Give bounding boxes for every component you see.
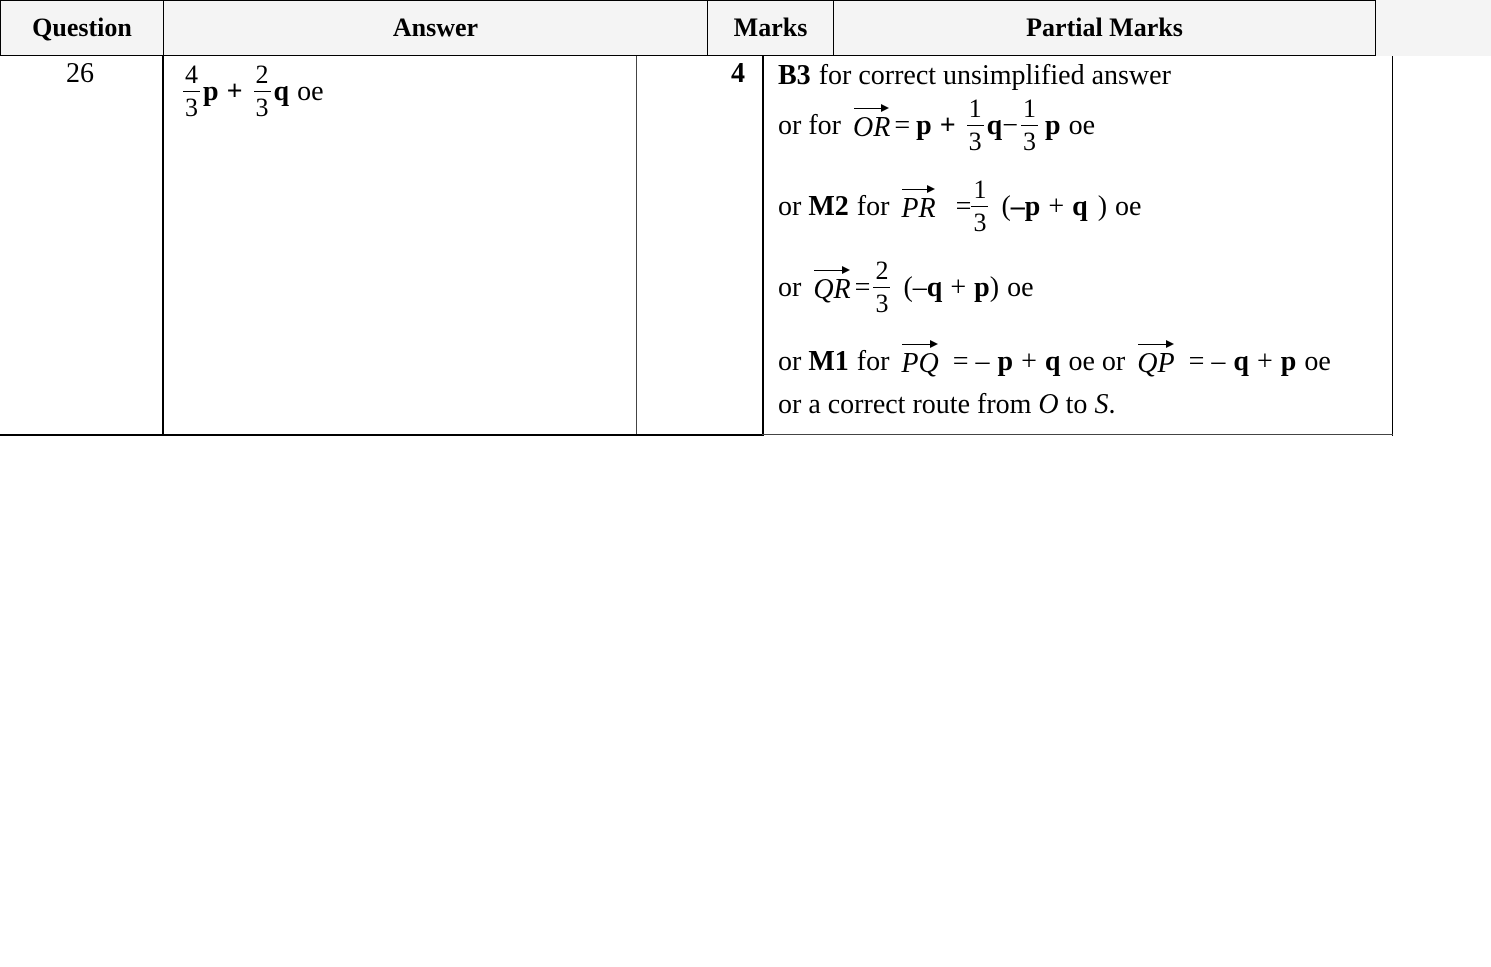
partial-line-4-oe: oe [1007,271,1034,303]
partial-line-5-q1: q [1044,346,1061,377]
row-bottom-border-right [762,434,1393,435]
partial-line-2-oe: oe [1068,109,1096,141]
vector-qp: QP [1137,344,1174,380]
header-marks: Marks [707,0,834,56]
vector-pr: PR [901,189,935,225]
partial-line-5-plus1: + [1021,346,1037,377]
partial-line-5-eq1: = – [952,346,990,377]
vector-pq: PQ [901,344,938,380]
partial-line-2-fraction-1 [967,96,984,155]
partial-line-4-fraction-den: 3 [875,289,889,318]
partial-line-4-p: p [974,271,990,303]
partial-line-4-fraction [873,258,890,317]
answer-p: p [203,75,219,107]
partial-line-4-q: q [926,271,943,303]
partial-line-3-for: for [856,190,890,222]
partial-line-6 [778,389,1115,421]
partial-line-2-fraction-2 [1021,96,1038,155]
partial-line-5-p1: p [997,346,1014,377]
partial-line-5-eq2: = – [1188,346,1226,377]
partial-line-3-fraction [971,177,988,236]
partial-line-5-p2: p [1280,346,1297,377]
partial-line-4-fraction-num: 2 [873,258,890,288]
answer-fraction-2-den: 3 [255,93,269,122]
header-question: Question [0,0,164,56]
header-answer: Answer [163,0,708,56]
answer-fraction-1 [183,62,200,121]
partial-line-4-or: or [778,271,802,303]
partial-line-2-p2: p [1045,109,1061,141]
partial-line-6-to: to [1065,389,1088,420]
marks-value: 4 [731,58,745,89]
partial-line-3-q: q [1072,190,1088,222]
header-partial-marks: Partial Marks [833,0,1376,56]
grid-line-answer [636,56,637,436]
partial-line-3-open: ( [1001,190,1011,222]
partial-line-3 [778,177,1141,236]
partial-line-5-mid: oe or [1068,346,1126,377]
grid-line-partial [1392,56,1393,436]
partial-line-2-fraction-1-num: 1 [967,96,984,126]
grid-line-question [162,56,164,436]
partial-line-3-minus-p: –p [1010,190,1041,222]
answer-fraction-1-num: 4 [183,62,200,92]
partial-line-6-prefix: or a correct route from [778,389,1032,420]
question-number: 26 [66,58,94,89]
partial-line-5 [778,344,1331,380]
partial-line-3-close: ) [1097,190,1108,222]
answer-fraction-2-num: 2 [254,62,271,92]
partial-line-1 [778,60,1171,92]
partial-line-2-prefix: or for [778,109,841,141]
partial-line-5-q2: q [1233,346,1249,377]
partial-line-5-oe: oe [1304,346,1331,377]
answer-oe: oe [297,75,324,107]
partial-line-4-open: (– [903,271,927,303]
partial-line-5-plus2: + [1256,346,1273,377]
partial-line-2-fraction-2-den: 3 [1023,127,1037,156]
answer-expression [180,62,324,121]
partial-line-6-end: . [1108,389,1116,420]
vector-qr: QR [813,270,850,306]
grid-line-marks [762,56,764,436]
partial-line-4 [778,258,1034,317]
partial-line-3-eq: = [955,190,972,222]
row-bottom-border-left [0,434,764,436]
partial-line-3-or: or [778,190,802,222]
answer-plus: + [226,75,243,107]
answer-fraction-1-den: 3 [185,93,198,122]
partial-line-2 [778,96,1095,155]
partial-line-5-or: or [778,346,802,377]
partial-line-3-oe: oe [1115,190,1142,222]
partial-line-4-eq: = [854,271,871,303]
partial-line-4-close: ) [989,271,1000,303]
partial-line-3-fraction-num: 1 [971,177,988,207]
partial-line-2-q: q [986,109,1003,141]
partial-line-1-text: for correct unsimplified answer [818,60,1171,91]
partial-code-m2: M2 [808,190,849,222]
partial-line-4-plus: + [950,271,967,303]
partial-line-2-p: p [916,109,932,141]
partial-line-6-s: S [1094,389,1109,420]
answer-fraction-2 [254,62,271,121]
answer-q: q [273,75,290,107]
partial-line-2-eq: = [894,109,911,141]
partial-line-3-fraction-den: 3 [973,208,987,237]
vector-or: OR [853,108,890,144]
partial-code-m1: M1 [808,346,849,377]
header-right-filler [1376,0,1491,56]
partial-line-5-for: for [856,346,890,377]
partial-line-3-plus: + [1048,190,1065,222]
partial-line-6-o: O [1038,389,1059,420]
partial-code-b3: B3 [778,60,811,91]
partial-line-2-fraction-1-den: 3 [968,127,982,156]
partial-line-2-plus: + [939,109,956,141]
partial-line-2-minus: − [1002,109,1019,141]
partial-line-2-fraction-2-num: 1 [1021,96,1038,126]
